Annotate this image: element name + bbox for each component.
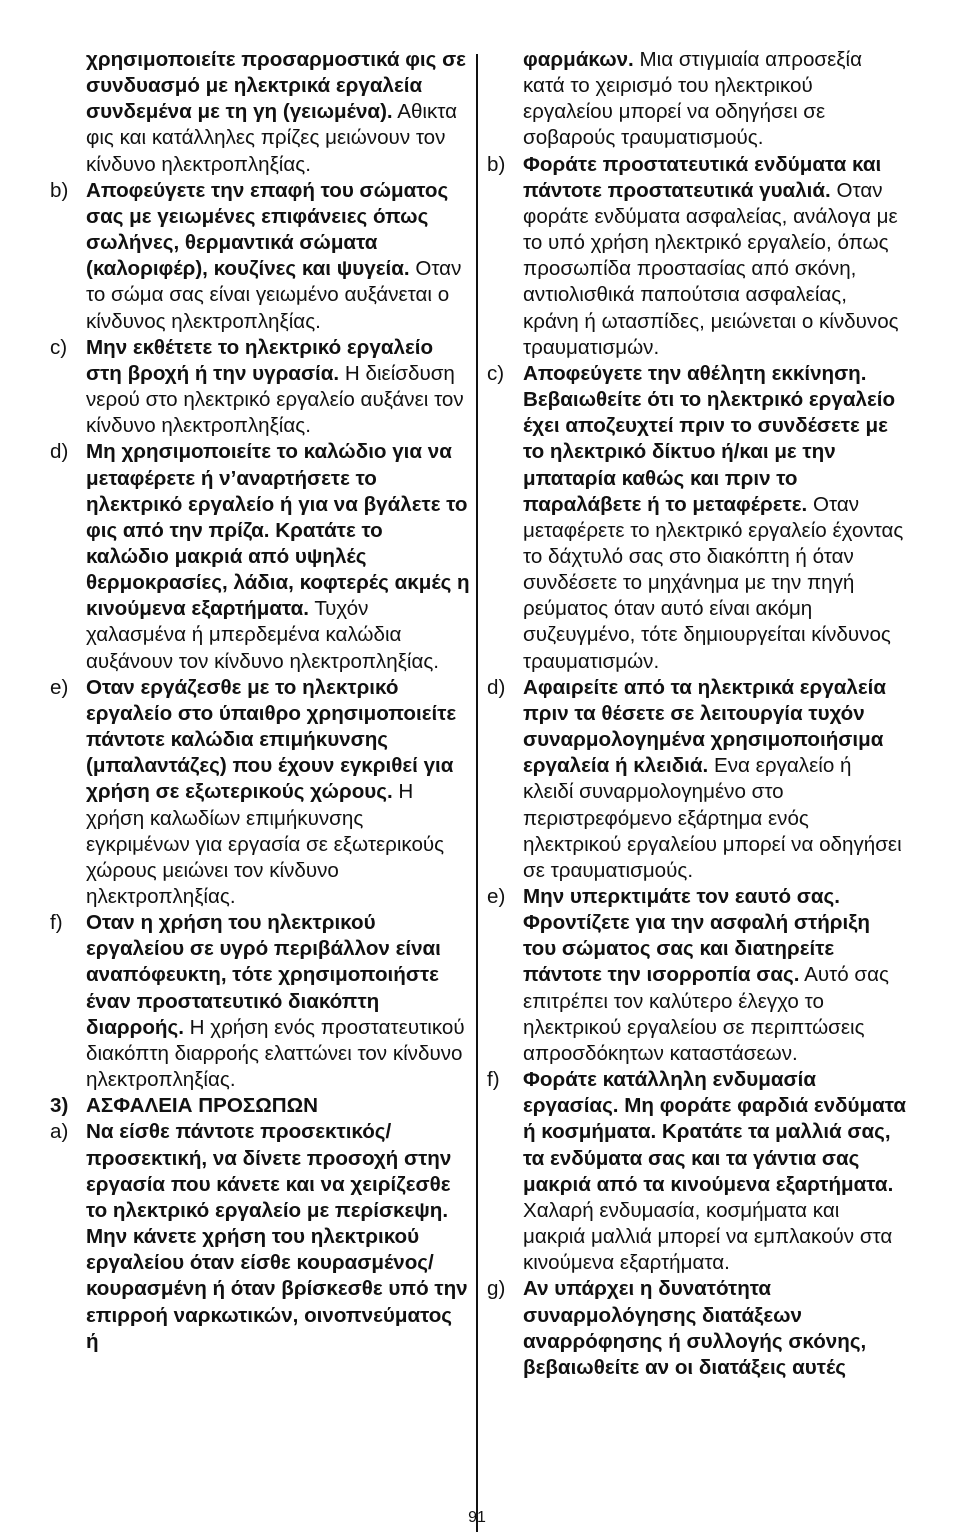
list-item-c [50, 335, 470, 440]
item-bold-text: χρησιμοποιείτε προσαρμοστικά φις σε συνδυασμό με ηλεκτρικά εργαλεία συνδεμένα με τη γη (γειωμένα). [86, 48, 466, 124]
item-text: Αθικτα φις και κατάλληλες πρίζες μειώνουν τον κίνδυνο ηλεκτροπληξίας. [86, 100, 458, 176]
item-bold-text: Μη χρησιμοποιείτε το καλώδιο για να μεταφέρετε ή ν’αναρτήσετε το ηλεκτρικό εργαλείο ή για να βγάλετε το φις από την πρίζα. Κρατάτε το καλώδιο μακριά από υψηλές θερμοκρασίες, λάδια, κοφτερές ακμές η κινούμενα εξαρτήματα. [86, 440, 470, 621]
item-marker: f) [487, 1068, 500, 1092]
section-title: ΑΣΦΑΛΕΙΑ ΠΡΟΣΩΠΩΝ [86, 1094, 318, 1118]
item-text: Η διείσδυση νερού στο ηλεκτρικό εργαλείο αυξάνει τον κίνδυνο ηλεκτροπληξίας. [86, 361, 464, 438]
item-marker: f) [50, 911, 63, 935]
item-bold-text: Αποφεύγετε την επαφή του σώματος σας με γειωμένες επιφάνειες όπως σωλήνες, θερμαντικά σώματα (καλοριφέρ), κουζίνες και ψυγεία. [86, 178, 449, 281]
item-bold-text: Οταν εργάζεσθε με το ηλεκτρικό εργαλείο στο ύπαιθρο χρησιμοποιείτε πάντοτε καλώδια επιμήκυνσης (μπαλαντάζες) που έχουν εγκριθεί για χρήση σε εξωτερικούς χώρους. [86, 675, 457, 804]
item-text: Η χρήση ενός προστατευτικού διακόπτη διαρροής ελαττώνει τον κίνδυνο ηλεκτροπληξίας. [86, 1015, 465, 1092]
item-marker: d) [487, 675, 506, 699]
list-item-f [487, 1067, 907, 1276]
item-bold-text: φαρμάκων. [523, 48, 634, 71]
item-bold-text: Φοράτε κατάλληλη ενδυμασία εργασίας. Μη φοράτε φαρδιά ενδύματα ή κοσμήματα. Κρατάτε τα μαλλιά σας, τα ενδύματα σας και τα γάντια σας μακριά από τα κινούμενα εξαρτήματα. [523, 1068, 907, 1196]
section-number: 3) [50, 1094, 69, 1118]
item-bold-text: Αν υπάρχει η δυνατότητα συναρμολόγησης διατάξεων αναρρόφησης ή συλλογής σκόνης, βεβαιωθείτε αν οι διατάξεις αυτές [523, 1277, 867, 1379]
column-divider [476, 54, 478, 1532]
list-item-a [50, 1119, 470, 1354]
item-text: Ενα εργαλείο ή κλειδί συναρμολογημένο στο περιστρεφόμενο εξάρτημα ενός ηλεκτρικού εργαλείου μπορεί να οδηγήσει σε τραυματισμούς. [523, 754, 902, 882]
item-text: Μια στιγμιαία απροσεξία κατά το χειρισμό του ηλεκτρικού εργαλείου μπορεί να οδηγήσει σε σοβαρούς τραυματισμούς. [523, 48, 862, 150]
item-bold-text: Μην εκθέτετε το ηλεκτρικό εργαλείο στη βροχή ή την υγρασία. [86, 335, 434, 385]
item-marker: c) [50, 335, 68, 359]
list-item-g [487, 1276, 907, 1381]
item-marker: b) [487, 152, 506, 176]
item-bold-text: Αφαιρείτε από τα ηλεκτρικά εργαλεία πριν τα θέσετε σε λειτουργία τυχόν συναρμολογημένα χρησιμοποιήσιμα εργαλεία ή κλειδιά. [523, 675, 886, 778]
item-text: Η χρήση καλωδίων επιμήκυνσης εγκριμένων για εργασία σε εξωτερικούς χώρους μειώνει τον κίνδυνο ηλεκτροπληξίας. [86, 780, 445, 908]
list-item-f [50, 910, 470, 1093]
item-text: Τυχόν χαλασμένα ή μπερδεμένα καλώδια αυξάνουν τον κίνδυνο ηλεκτροπληξίας. [86, 597, 439, 673]
list-item-b [487, 152, 907, 361]
item-bold-text: Οταν η χρήση του ηλεκτρικού εργαλείου σε υγρό περιβάλλον είναι αναπόφευκτη, τότε χρησιμοποιήστε έναν προστατευτικό διακόπτη διαρροής. [86, 911, 441, 1039]
item-bold-text: Αποφεύγετε την αθέλητη εκκίνηση. Βεβαιωθείτε ότι το ηλεκτρικό εργαλείο έχει αποζευχτεί πριν το συνδέσετε με το ηλεκτρικό δίκτυο ή/και με την μπαταρία καθώς και πριν το παραλάβετε ή το μεταφέρετε. [523, 361, 896, 516]
right-column [487, 47, 907, 1381]
item-marker: e) [50, 675, 69, 699]
section-heading [50, 1093, 470, 1119]
item-marker: e) [487, 885, 506, 908]
item-marker: d) [50, 440, 69, 464]
item-text: Οταν φοράτε ενδύματα ασφαλείας, ανάλογα με το υπό χρήση ηλεκτρικό εργαλείο, όπως προσωπίδα προστασίας από σκόνη, αντιολισθικά παπούτσια ασφαλείας, κράνη ή ωτασπίδες, μειώνεται ο κίνδυνος τραυματισμών. [523, 178, 899, 359]
item-marker: a) [50, 1120, 69, 1144]
list-item-d [50, 439, 470, 674]
continued-paragraph [487, 47, 907, 152]
item-text: Αυτό σας επιτρέπει τον καλύτερο έλεγχο το ηλεκτρικού εργαλείου σε περιπτώσεις απροσδόκητων καταστάσεων. [523, 963, 889, 1065]
list-item-b [50, 178, 470, 335]
item-text: Οταν μεταφέρετε το ηλεκτρικό εργαλείο έχοντας το δάχτυλό σας στο διακόπτη ή όταν συνδέσετε το μηχάνημα με την πηγή ρεύματος όταν αυτό είναι ακόμη συζευγμένο, τότε δημιουργείται κίνδυνος τραυματισμών. [523, 492, 904, 673]
item-marker: g) [487, 1277, 506, 1301]
list-item-d [487, 675, 907, 884]
item-bold-text: Φοράτε προστατευτικά ενδύματα και πάντοτε προστατευτικά γυαλιά. [523, 152, 882, 202]
list-item-e [487, 884, 907, 1067]
item-marker: c) [487, 361, 505, 385]
item-text: Χαλαρή ενδυμασία, κοσμήματα και μακριά μαλλιά μπορεί να εμπλακούν στα κινούμενα εξαρτήματα. [523, 1198, 893, 1275]
list-item-c [487, 361, 907, 675]
item-bold-text: Να είσθε πάντοτε προσεκτικός/ προσεκτική, να δίνετε προσοχή στην εργασία που κάνετε και να χειρίζεσθε το ηλεκτρικό εργαλείο με περίσκεψη. Μην κάνετε χρήση του ηλεκτρικού εργαλείου όταν είσθε κουρασμένος/κουρασμένη ή όταν βρίσκεσθε υπό την επιρροή ναρκωτικών, οινοπνεύματος ή [86, 1120, 468, 1353]
item-bold-text: Μην υπερκτιμάτε τον εαυτό σας. Φροντίζετε για την ασφαλή στήριξη του σώματος σας και διατηρείτε πάντοτε την ισορροπία σας. [523, 885, 870, 987]
item-text: Οταν το σώμα σας είναι γειωμένο αυξάνεται ο κίνδυνος ηλεκτροπληξίας. [86, 257, 462, 333]
page-number: 91 [468, 1509, 486, 1526]
list-item-e [50, 675, 470, 910]
item-marker: b) [50, 178, 69, 202]
continued-paragraph [50, 47, 470, 178]
left-column [50, 47, 470, 1355]
